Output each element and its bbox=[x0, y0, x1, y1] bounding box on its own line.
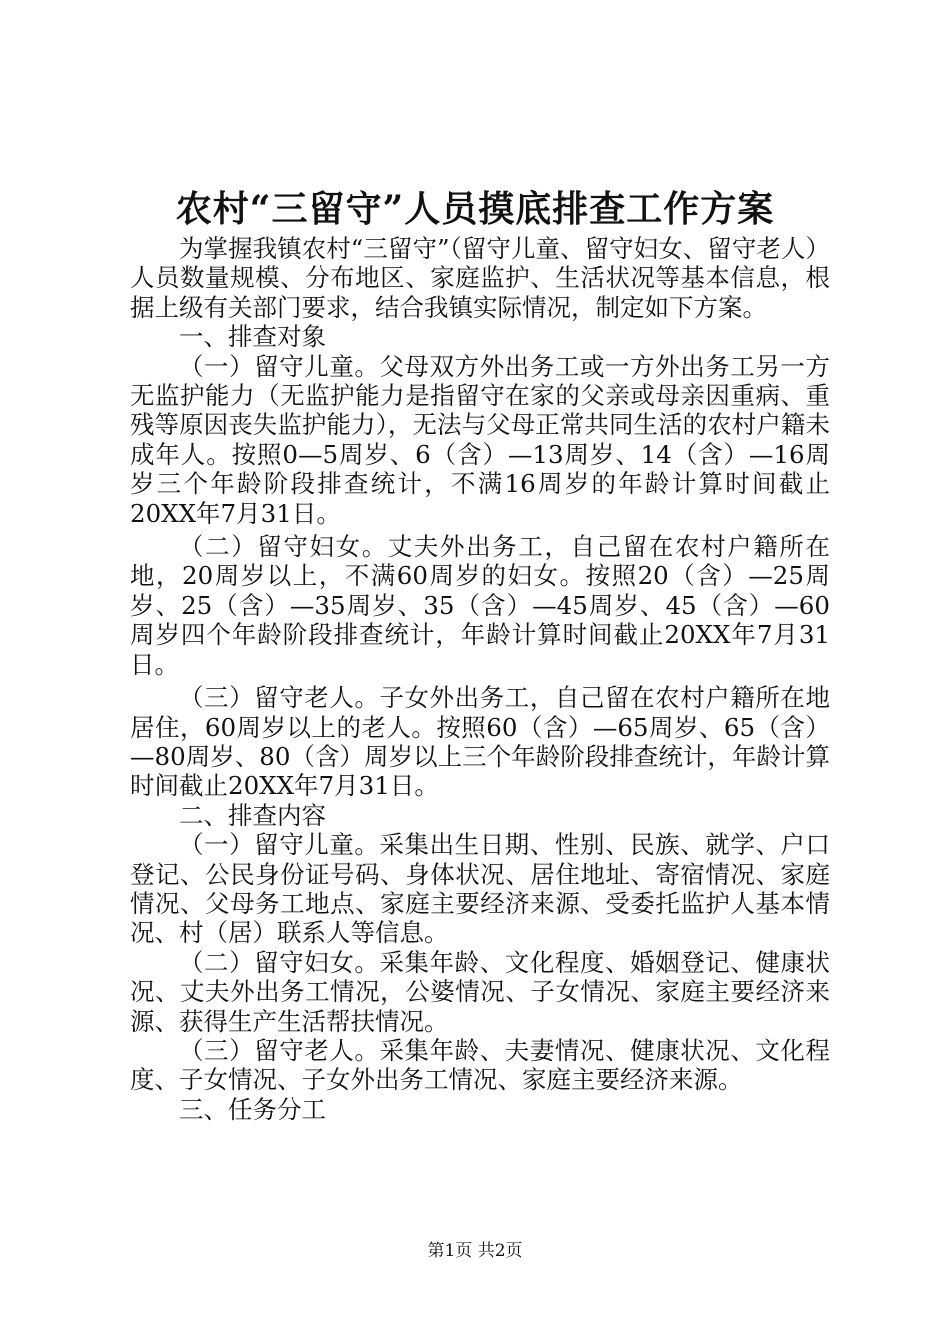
paragraph-women-target: （二）留守妇女。丈夫外出务工，自己留在农村户籍所在地，20周岁以上，不满60周岁的妇女。按照20（含）—25周岁、25（含）—35周岁、35（含）—45周岁、45（含）—60周岁四个年龄阶段排查统计，年龄计算时间截止20XX年7月31日。 bbox=[130, 532, 830, 679]
paragraph-elderly-content: （三）留守老人。采集年龄、夫妻情况、健康状况、文化程度、子女情况、子女外出务工情况、家庭主要经济来源。 bbox=[130, 1035, 830, 1095]
page-footer: 第1页 共2页 bbox=[427, 1241, 523, 1261]
paragraph-elderly-target: （三）留守老人。子女外出务工，自己留在农村户籍所在地居住，60周岁以上的老人。按照60（含）—65周岁、65（含）—80周岁、80（含）周岁以上三个年龄阶段排查统计，年龄计算时间截止20XX年7月31日。 bbox=[130, 683, 830, 801]
document-body bbox=[130, 234, 830, 1124]
section-heading-targets: 一、排查对象 bbox=[179, 322, 326, 352]
section-heading-division: 三、任务分工 bbox=[179, 1094, 326, 1124]
paragraph-children-content: （一）留守儿童。采集出生日期、性别、民族、就学、户口登记、公民身份证号码、身体状况、居住地址、寄宿情况、家庭情况、父母务工地点、家庭主要经济来源、受委托监护人基本情况、村（居）联系人等信息。 bbox=[130, 830, 830, 948]
paragraph-women-content: （二）留守妇女。采集年龄、文化程度、婚姻登记、健康状况、丈夫外出务工情况，公婆情况、子女情况、家庭主要经济来源、获得生产生活帮扶情况。 bbox=[130, 947, 830, 1036]
intro-paragraph: 为掌握我镇农村“三留守”（留守儿童、留守妇女、留守老人）人员数量规模、分布地区、家庭监护、生活状况等基本信息，根据上级有关部门要求，结合我镇实际情况，制定如下方案。 bbox=[130, 234, 830, 322]
paragraph-children-target: （一）留守儿童。父母双方外出务工或一方外出务工另一方无监护能力（无监护能力是指留守在家的父亲或母亲因重病、重残等原因丧失监护能力），无法与父母正常共同生活的农村户籍未成年人。按照0—5周岁、6（含）—13周岁、14（含）—16周岁三个年龄阶段排查统计，不满16周岁的年龄计算时间截止20XX年7月31日。 bbox=[130, 351, 830, 528]
section-heading-content: 二、排查内容 bbox=[179, 800, 326, 830]
document-title: 农村“三留守”人员摸底排查工作方案 bbox=[175, 188, 775, 230]
